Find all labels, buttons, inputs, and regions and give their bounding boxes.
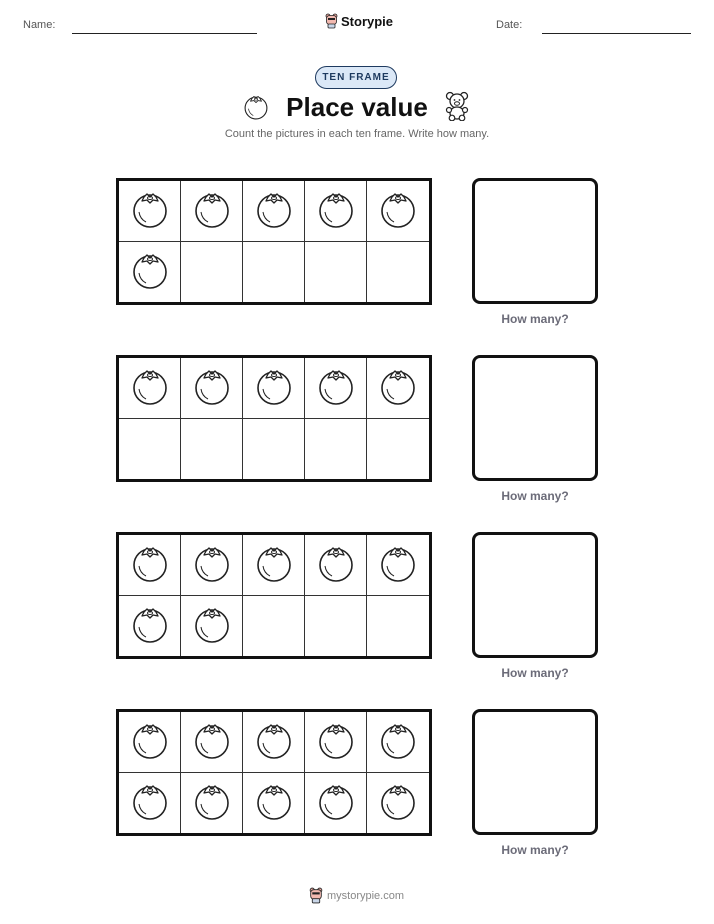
tomato-icon bbox=[252, 717, 296, 766]
tomato-icon bbox=[376, 186, 420, 235]
tomato-icon bbox=[128, 778, 172, 827]
tomato-icon bbox=[314, 186, 358, 235]
ten-frame-cell bbox=[119, 181, 181, 242]
ten-frame-cell bbox=[367, 535, 429, 596]
ten-frame-cell bbox=[181, 535, 243, 596]
tomato-icon bbox=[314, 778, 358, 827]
ten-frame-cell bbox=[119, 773, 181, 834]
brand-name: Storypie bbox=[341, 13, 394, 29]
ten-frame-cell bbox=[119, 358, 181, 419]
how-many-label: How many? bbox=[501, 489, 569, 503]
ten-frame-cell bbox=[181, 419, 243, 480]
bear-mascot-icon bbox=[325, 13, 338, 29]
ten-frame-cell bbox=[243, 712, 305, 773]
tomato-icon bbox=[252, 186, 296, 235]
ten-frame-cell bbox=[305, 242, 367, 303]
ten-frame-cell bbox=[181, 773, 243, 834]
brand-logo bbox=[325, 13, 393, 29]
tomato-icon bbox=[128, 247, 172, 296]
teddy-bear-icon bbox=[443, 91, 471, 121]
answer-box[interactable] bbox=[472, 178, 598, 304]
ten-frame-cell bbox=[181, 358, 243, 419]
ten-frame-cell bbox=[119, 419, 181, 480]
ten-frame bbox=[116, 178, 432, 305]
tomato-icon bbox=[376, 363, 420, 412]
tomato-icon bbox=[128, 717, 172, 766]
tomato-icon bbox=[190, 363, 234, 412]
how-many-label: How many? bbox=[501, 666, 569, 680]
ten-frame-cell bbox=[243, 419, 305, 480]
ten-frame-cell bbox=[367, 596, 429, 657]
answer-box[interactable] bbox=[472, 355, 598, 481]
ten-frame-cell bbox=[305, 596, 367, 657]
ten-frame-cell bbox=[243, 181, 305, 242]
answer-box[interactable] bbox=[472, 709, 598, 835]
tomato-icon bbox=[314, 717, 358, 766]
footer bbox=[309, 887, 404, 904]
tomato-icon bbox=[252, 540, 296, 589]
tomato-icon bbox=[190, 778, 234, 827]
ten-frame-cell bbox=[305, 773, 367, 834]
tomato-icon bbox=[128, 186, 172, 235]
tomato-icon bbox=[128, 540, 172, 589]
ten-frame-cell bbox=[181, 181, 243, 242]
ten-frame-cell bbox=[181, 242, 243, 303]
ten-frame-cell bbox=[243, 596, 305, 657]
ten-frame-cell bbox=[181, 712, 243, 773]
tomato-icon bbox=[190, 717, 234, 766]
tomato-icon bbox=[128, 601, 172, 650]
ten-frame-cell bbox=[305, 535, 367, 596]
tomato-icon bbox=[314, 363, 358, 412]
ten-frame-badge: TEN FRAME bbox=[315, 66, 397, 89]
date-label: Date: bbox=[496, 19, 523, 31]
page-title: Place value bbox=[286, 92, 428, 122]
ten-frame bbox=[116, 532, 432, 659]
tomato-icon bbox=[128, 363, 172, 412]
tomato-icon bbox=[252, 778, 296, 827]
ten-frame-cell bbox=[305, 712, 367, 773]
ten-frame-cell bbox=[367, 773, 429, 834]
name-label: Name: bbox=[23, 19, 56, 31]
name-line[interactable] bbox=[72, 33, 257, 34]
tomato-icon bbox=[190, 601, 234, 650]
tomato-icon bbox=[190, 186, 234, 235]
how-many-label: How many? bbox=[501, 843, 569, 857]
ten-frame-cell bbox=[243, 773, 305, 834]
ten-frame-cell bbox=[367, 181, 429, 242]
ten-frame bbox=[116, 709, 432, 836]
ten-frame-cell bbox=[119, 535, 181, 596]
ten-frame-cell bbox=[367, 358, 429, 419]
ten-frame-cell bbox=[305, 358, 367, 419]
footer-url[interactable]: mystorypie.com bbox=[327, 889, 405, 902]
ten-frame-cell bbox=[119, 712, 181, 773]
ten-frame-cell bbox=[181, 596, 243, 657]
tomato-icon bbox=[376, 540, 420, 589]
instructions: Count the pictures in each ten frame. Write how many. bbox=[224, 128, 490, 140]
answer-box[interactable] bbox=[472, 532, 598, 658]
ten-frame-cell bbox=[243, 358, 305, 419]
how-many-label: How many? bbox=[501, 312, 569, 326]
tomato-icon bbox=[190, 540, 234, 589]
date-line[interactable] bbox=[542, 33, 691, 34]
ten-frame-cell bbox=[243, 242, 305, 303]
ten-frame-cell bbox=[367, 712, 429, 773]
ten-frame-cell bbox=[305, 419, 367, 480]
ten-frame-cell bbox=[119, 596, 181, 657]
tomato-icon bbox=[376, 778, 420, 827]
ten-frame-cell bbox=[305, 181, 367, 242]
tomato-icon bbox=[376, 717, 420, 766]
ten-frame-cell bbox=[367, 419, 429, 480]
ten-frame-cell bbox=[367, 242, 429, 303]
tomato-icon bbox=[252, 363, 296, 412]
tomato-icon bbox=[314, 540, 358, 589]
bear-mascot-icon bbox=[309, 887, 323, 904]
ten-frame-cell bbox=[119, 242, 181, 303]
ten-frame bbox=[116, 355, 432, 482]
ten-frame-cell bbox=[243, 535, 305, 596]
